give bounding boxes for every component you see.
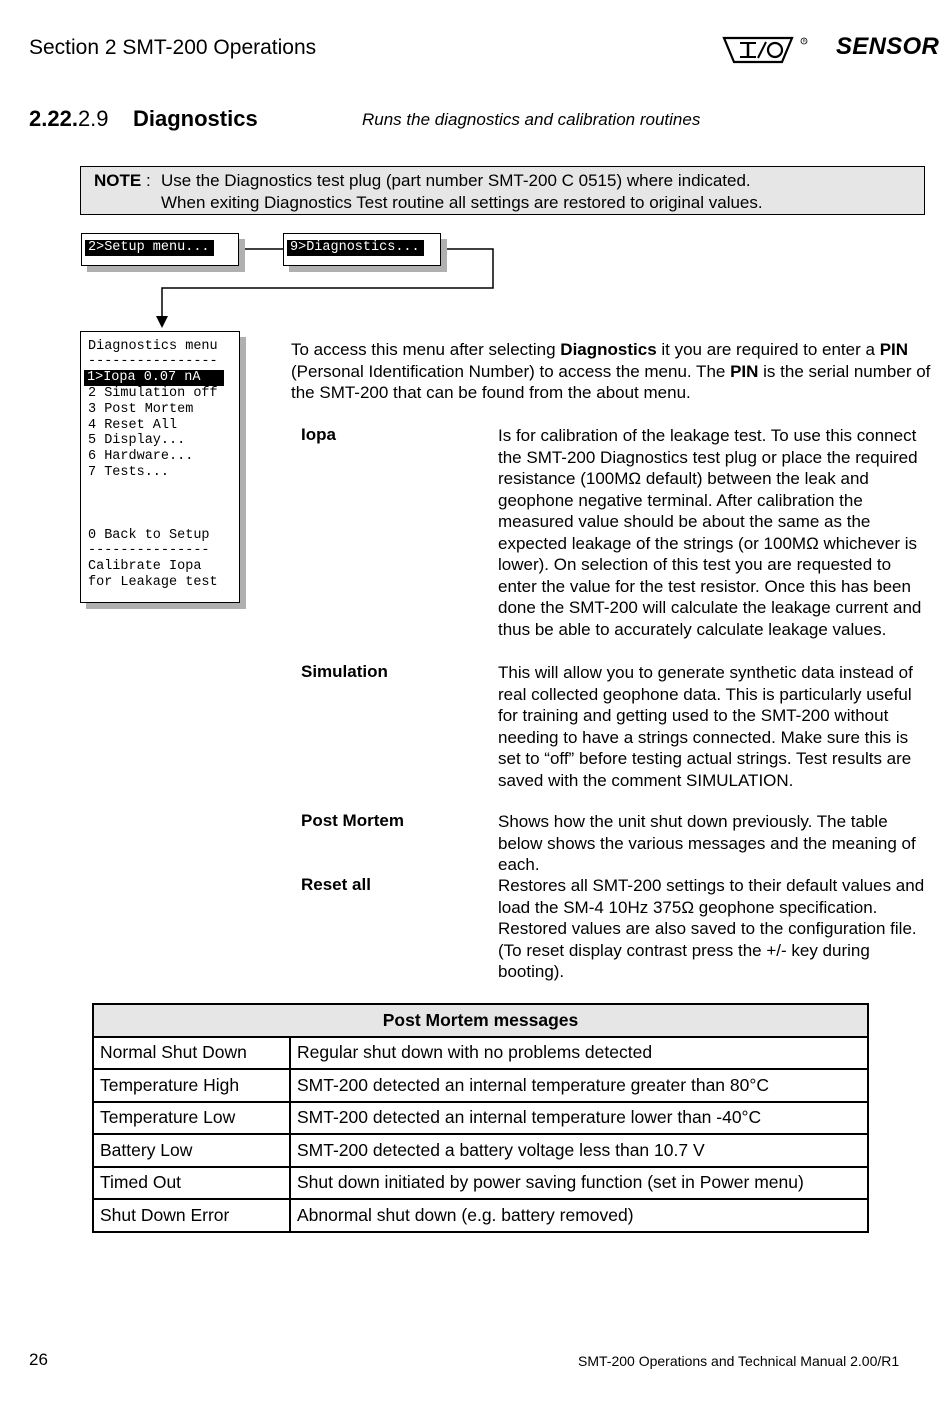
footer-manual-title: SMT-200 Operations and Technical Manual 2.00/R1 (578, 1353, 900, 1369)
message-meaning: SMT-200 detected an internal temperature lower than -40°C (290, 1102, 868, 1135)
menu-help-line-2: for Leakage test (88, 575, 218, 590)
table-row (93, 1037, 868, 1070)
table-row (93, 1167, 868, 1200)
menu-item-iopa-selected: 1>Iopa 0.07 nA (84, 370, 224, 386)
note-line-2: When exiting Diagnostics Test routine all settings are restored to original values. (161, 193, 763, 212)
diagnostics-menu-box (283, 233, 441, 266)
section-title: Diagnostics (133, 106, 258, 131)
table-header-row (93, 1004, 868, 1037)
brand-name: SENSOR (836, 33, 940, 60)
message-name: Temperature High (93, 1069, 290, 1102)
desc-post-mortem: Shows how the unit shut down previously. The table below shows the various messages and the meaning of each. (498, 812, 916, 874)
intro-paragraph: To access this menu after selecting Diagnostics it you are required to enter a PIN (Personal Identification Number) to access the menu. The PIN is the serial number of the SMT-200 that can be found from the about menu. (291, 340, 931, 402)
post-mortem-table (92, 1003, 869, 1233)
menu-item-display: 5 Display... (88, 433, 186, 448)
menu-item-back: 0 Back to Setup (88, 528, 210, 543)
diagnostics-menu-label: 9>Diagnostics... (287, 240, 424, 256)
menu-title: Diagnostics menu (88, 339, 218, 354)
menu-item-hardware: 6 Hardware... (88, 449, 194, 464)
svg-text:R: R (802, 38, 806, 44)
note-colon: : (146, 171, 151, 190)
desc-simulation: This will allow you to generate synthetic data instead of real collected geophone data. This is particularly useful for training and getting used to the SMT-200 without needing to have a strings connected. Make sure this is set to “off” before testing actual strings. Test results are saved with the comment SIMULATION. (498, 663, 913, 790)
menu-flow-connector (0, 0, 950, 340)
message-meaning: SMT-200 detected a battery voltage less than 10.7 V (290, 1134, 868, 1167)
page-header-title: Section 2 SMT-200 Operations (29, 36, 317, 59)
menu-divider-2: --------------- (88, 543, 210, 558)
table-row (93, 1102, 868, 1135)
term-reset-all: Reset all (301, 875, 371, 894)
section-number: 2.22.2.9 (29, 106, 109, 131)
term-post-mortem: Post Mortem (301, 811, 404, 830)
message-meaning: SMT-200 detected an internal temperature greater than 80°C (290, 1069, 868, 1102)
menu-item-simulation: 2 Simulation off (88, 386, 218, 401)
message-meaning: Regular shut down with no problems detected (290, 1037, 868, 1070)
message-name: Timed Out (93, 1167, 290, 1200)
message-name: Battery Low (93, 1134, 290, 1167)
table-row (93, 1199, 868, 1232)
term-iopa: Iopa (301, 425, 336, 444)
setup-menu-box (81, 233, 239, 266)
table-title: Post Mortem messages (93, 1004, 868, 1037)
note-line-1: Use the Diagnostics test plug (part number SMT-200 C 0515) where indicated. (161, 171, 751, 190)
message-meaning: Shut down initiated by power saving function (set in Power menu) (290, 1167, 868, 1200)
message-name: Shut Down Error (93, 1199, 290, 1232)
diagnostics-menu-screen (80, 331, 240, 603)
setup-menu-label: 2>Setup menu... (85, 240, 214, 256)
page-number: 26 (29, 1350, 48, 1369)
message-name: Temperature Low (93, 1102, 290, 1135)
desc-reset-all: Restores all SMT-200 settings to their default values and load the SM-4 10Hz 375Ω geophone specification. Restored values are also saved to the configuration file. (To reset display contrast press the +/- key during booting). (498, 876, 925, 981)
desc-iopa: Is for calibration of the leakage test. To use this connect the SMT-200 Diagnostics test plug or place the required resistance (100MΩ default) between the leak and geophone negative terminal. After calibration the measured value should be about the same as the expected leakage of the strings (or 100MΩ whichever is lower). On selection of this test you are requested to enter the value for the test resistor. Once this has been done the SMT-200 will calculate the leakage current and thus be able to accurately calculate leakage values. (498, 426, 922, 639)
menu-divider: ---------------- (88, 354, 218, 369)
menu-item-reset-all: 4 Reset All (88, 418, 178, 433)
arrow-down-icon (156, 316, 168, 328)
menu-item-tests: 7 Tests... (88, 465, 170, 480)
menu-help-line-1: Calibrate Iopa (88, 559, 202, 574)
menu-item-post-mortem: 3 Post Mortem (88, 402, 194, 417)
message-meaning: Abnormal shut down (e.g. battery removed) (290, 1199, 868, 1232)
term-simulation: Simulation (301, 662, 388, 681)
message-name: Normal Shut Down (93, 1037, 290, 1070)
section-subtitle: Runs the diagnostics and calibration routines (362, 110, 701, 129)
table-row (93, 1134, 868, 1167)
table-row (93, 1069, 868, 1102)
note-label: NOTE (94, 171, 142, 190)
